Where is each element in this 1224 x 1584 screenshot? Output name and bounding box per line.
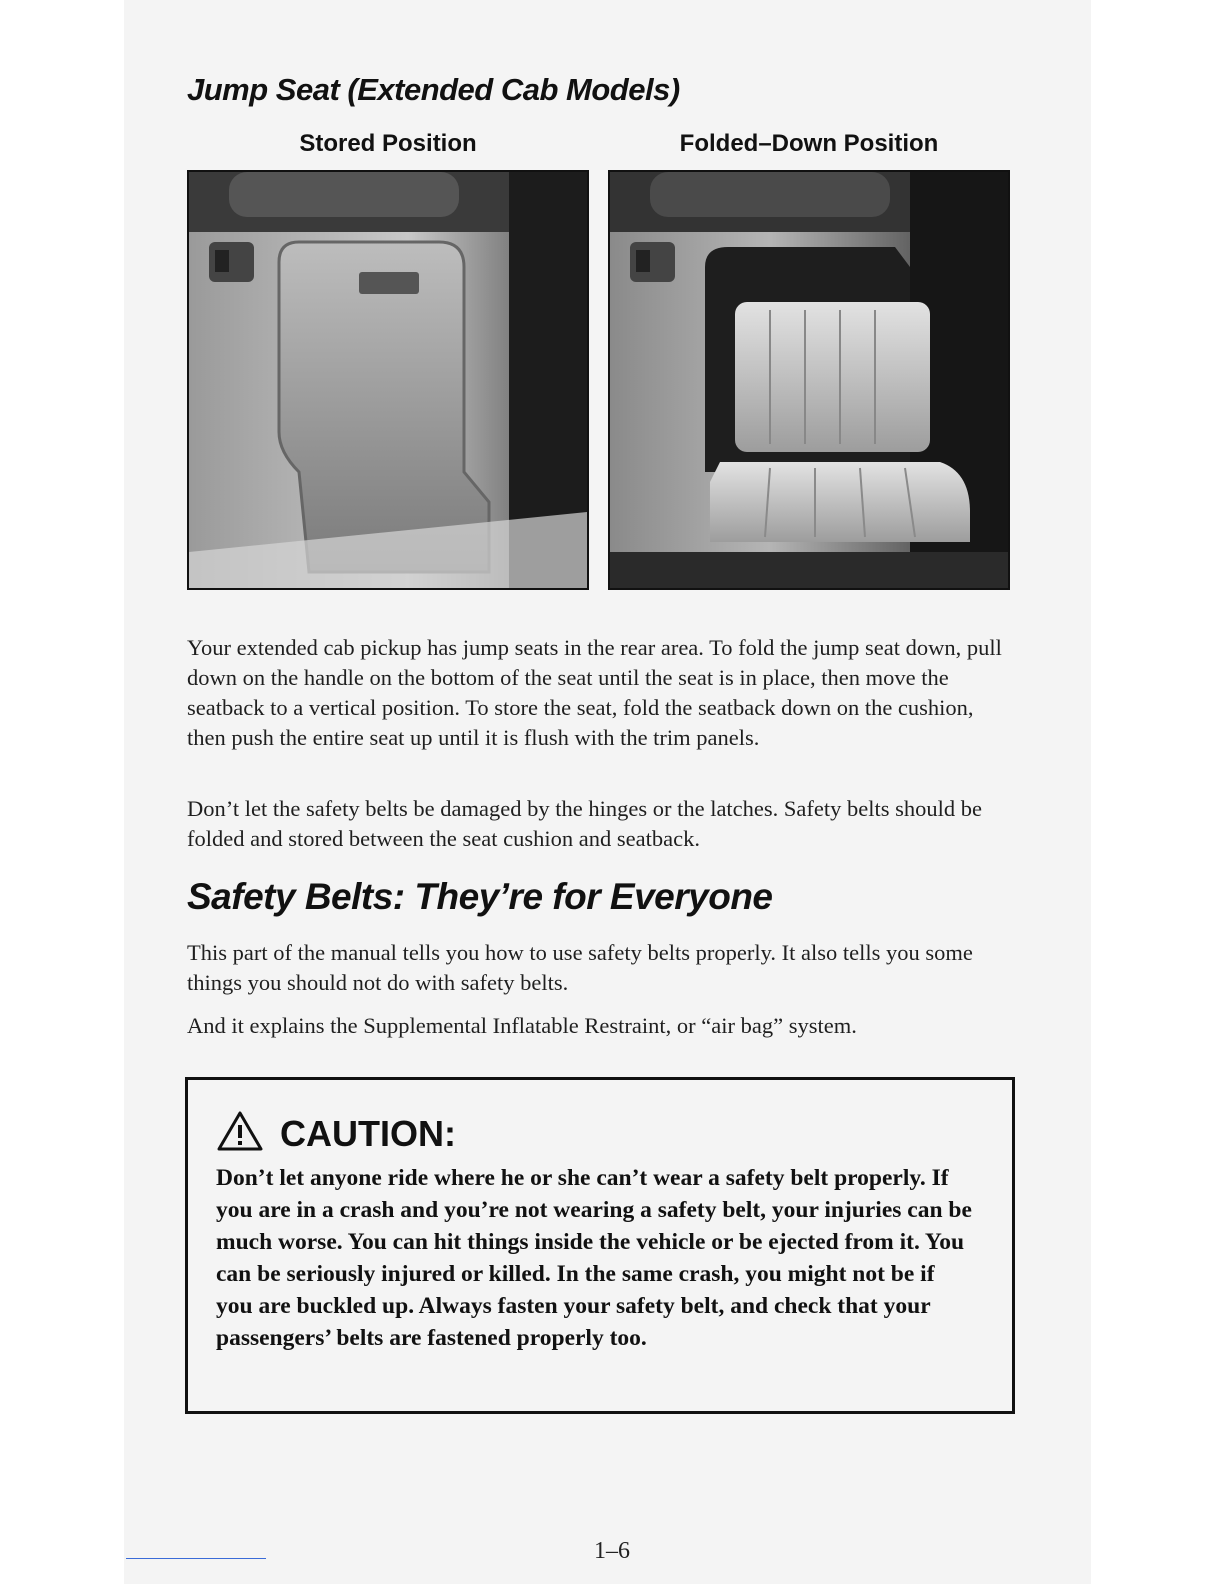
jump-seat-paragraph: Your extended cab pickup has jump seats in the rear area. To fold the jump seat down, pull down on the handle on the bottom of the seat until the seat is in place, then move the seatback to a vertical position. To store the seat, fold the seatback down on the cushion, then push the entire seat up until it is flush with the trim panels. xyxy=(187,635,1002,750)
caution-text: Don’t let anyone ride where he or she can’t wear a safety belt properly. If you are in a crash and you’re not wearing a safety belt, your injuries can be much worse. You can hit things inside the vehicle or be ejected from it. You can be seriously injured or killed. In the same crash, you might not be if you are buckled up. Always fasten your safety belt, and check that your passengers’ belts are fastened properly too. xyxy=(216,1165,972,1351)
section-title: Jump Seat (Extended Cab Models) xyxy=(187,72,680,107)
folded-position-label: Folded–Down Position xyxy=(679,130,939,157)
safety-intro-paragraph: This part of the manual tells you how to use safety belts properly. It also tells you some things you should not do with safety belts. xyxy=(187,940,973,995)
stored-position-photo xyxy=(187,170,589,590)
page-number: 1–6 xyxy=(594,1538,630,1564)
belt-storage-paragraph: Don’t let the safety belts be damaged by the hinges or the latches. Safety belts should be folded and stored between the seat cushion and seatback. xyxy=(187,796,983,851)
air-bag-paragraph: And it explains the Supplemental Inflatable Restraint, or “air bag” system. xyxy=(187,1013,857,1038)
caution-header xyxy=(216,1110,456,1157)
page-edge-line xyxy=(126,1558,266,1559)
caution-box xyxy=(185,1077,1015,1414)
warning-triangle-icon xyxy=(216,1110,264,1157)
safety-belts-title: Safety Belts: They’re for Everyone xyxy=(187,876,773,917)
caution-title: CAUTION: xyxy=(280,1112,456,1154)
stored-position-label: Stored Position xyxy=(299,130,477,157)
folded-position-photo xyxy=(608,170,1010,590)
